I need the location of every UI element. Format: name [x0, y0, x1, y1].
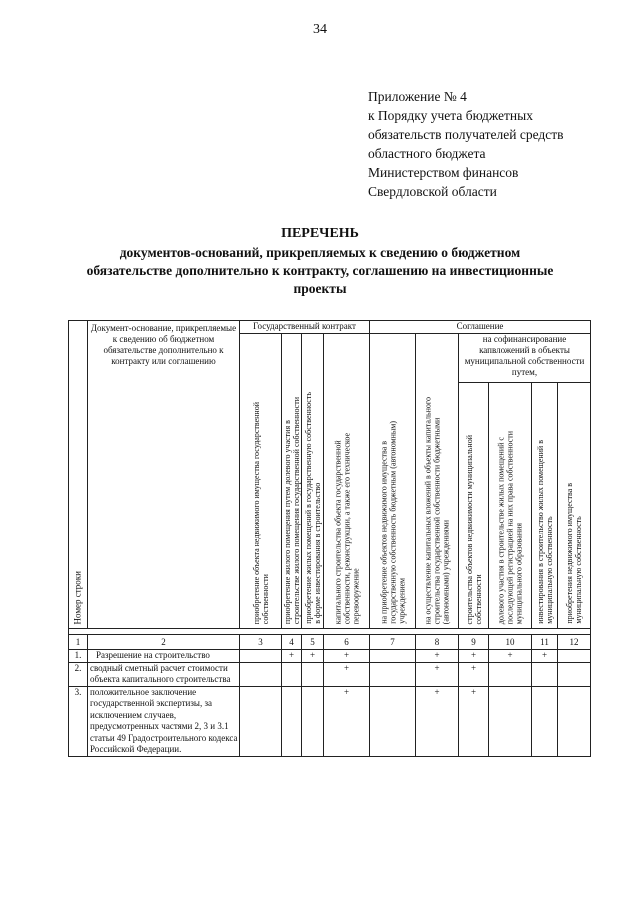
documents-table: [68, 320, 591, 757]
table-row: 3. положительное заключение государственной экспертизы, за исключением случаев, предусмотренных частями 2, 3 и 3.1 статьи 49 Градостроительного кодекса Российской Федерации. + + +: [69, 686, 591, 756]
appendix-line: к Порядку учета бюджетных: [368, 108, 533, 123]
header-col-7: на приобретение объектов недвижимого имущества в государственную собственность бюджетным (автономным) учреждением: [370, 334, 416, 629]
header-col-8: на осуществление капитальных вложений в объекты капитального строительства государственной собственности бюджетными (автономными) учреждениями: [416, 334, 459, 629]
appendix-note: [368, 87, 564, 201]
header-row-number: Номер строки: [69, 321, 88, 629]
header-col-6: капитального строительства объекта государственной собственности, реконструкции, а также его техническое перевооружение: [324, 334, 370, 629]
header-col-12: приобретения недвижимого имущества в муниципальную собственность: [558, 383, 591, 629]
title-line: ПЕРЕЧЕНЬ: [281, 226, 359, 241]
header-cofinancing: на софинансирование капвложений в объекты муниципальной собственности путем,: [459, 334, 591, 383]
appendix-line: Министерством финансов: [368, 165, 519, 180]
page-number: 34: [313, 22, 327, 37]
title-line: проекты: [293, 281, 347, 296]
appendix-line: Приложение № 4: [368, 89, 467, 104]
header-agreement: Соглашение: [370, 321, 591, 334]
appendix-line: Свердловской области: [368, 184, 497, 199]
appendix-line: обязательств получателей средств: [368, 127, 564, 142]
header-col-5: приобретение жилых помещений в государственную собственность в форме инвестирования в строительство: [302, 334, 324, 629]
header-col-3: приобретение объекта недвижимого имущества государственной собственности: [240, 334, 282, 629]
header-col-10: долевого участия в строительстве жилых помещений с последующей регистрацией на них права собственности муниципального образования: [489, 383, 532, 629]
table-row: 1. Разрешение на строительство + + + + + + +: [69, 650, 591, 663]
document-title: [0, 225, 640, 298]
header-col-9: строительства объектов недвижимости муниципальной собственности: [459, 383, 489, 629]
column-numbers-row: 1 2 3 4 5 6 7 8 9 10 11 12: [69, 635, 591, 650]
title-line: обязательстве дополнительно к контракту, соглашению на инвестиционные: [86, 263, 554, 278]
table-row: 2. сводный сметный расчет стоимости объекта капитального строительства + + +: [69, 662, 591, 686]
header-col-4: приобретение жилого помещения путем долевого участия в строительстве жилого помещения государственной собственности: [282, 334, 302, 629]
appendix-line: областного бюджета: [368, 146, 486, 161]
header-state-contract: Государственный контракт: [240, 321, 370, 334]
header-document: Документ-основание, прикрепляемые к сведению об бюджетном обязательстве дополнительно к контракту или соглашению: [88, 321, 240, 629]
title-line: документов-оснований, прикрепляемых к сведению о бюджетном: [119, 245, 521, 260]
header-col-11: инвестирования в строительство жилых помещений в муниципальную собственность: [532, 383, 558, 629]
